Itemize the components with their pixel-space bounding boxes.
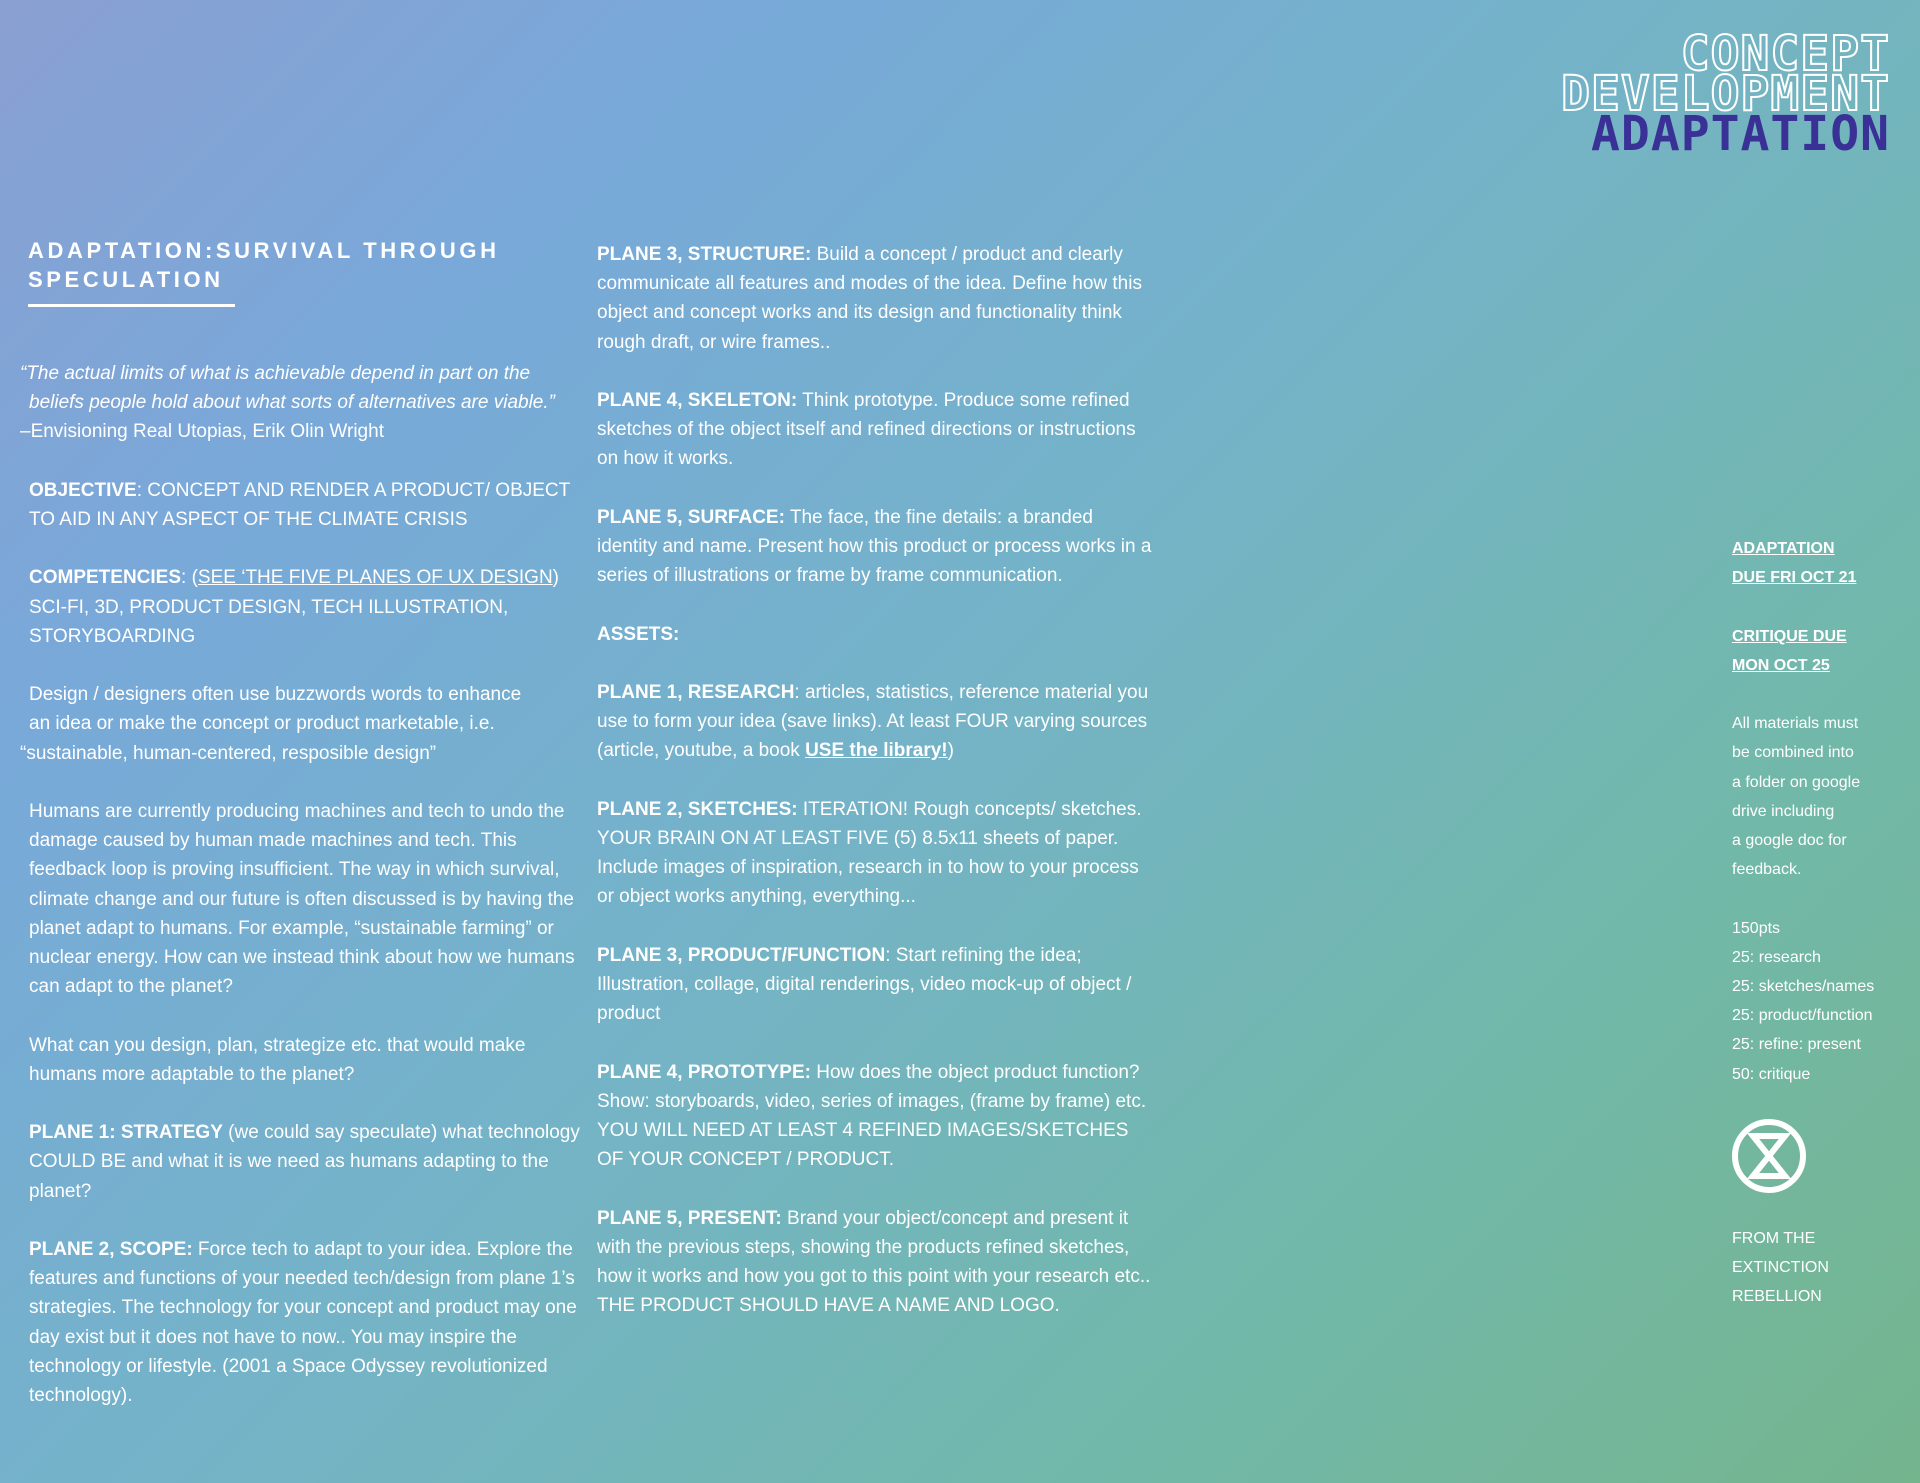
left-column: [20, 236, 580, 1439]
present-paragraph: [597, 1204, 1157, 1321]
prototype-label: PLANE 4, PROTOTYPE:: [597, 1061, 811, 1083]
objective-paragraph: [20, 476, 580, 534]
surface-label: PLANE 5, SURFACE:: [597, 506, 785, 528]
sketches-label: PLANE 2, SKETCHES:: [597, 798, 798, 820]
sketches-paragraph: [597, 795, 1157, 912]
materials-line: feedback.: [1732, 861, 1802, 879]
present-text: Brand your object/concept and present it with the previous steps, showing the products refined sketches, how it works and how you got to this point with your research etc.. THE PRODUCT SHOULD HAVE A NAME AND LOGO.: [597, 1207, 1151, 1317]
quote-line-1: “The actual limits of what is achievable depend in part on the: [20, 363, 531, 384]
research-paragraph: [597, 678, 1157, 766]
buzzwords-line-1: Design / designers often use buzzwords words to enhance: [29, 684, 522, 706]
plane2-label: PLANE 2, SCOPE:: [29, 1238, 193, 1260]
skeleton-text: Think prototype. Produce some refined sketches of the object itself and refined directions or instructions on how it works.: [597, 390, 1136, 470]
credit-line: REBELLION: [1732, 1288, 1822, 1306]
quote-block: [20, 359, 580, 447]
points-breakdown: [1732, 914, 1912, 1089]
materials-line: drive including: [1732, 802, 1835, 820]
title-concept: CONCEPT: [1680, 26, 1890, 82]
library-link[interactable]: USE the library!: [805, 740, 948, 762]
critique-due-line-2[interactable]: MON OCT 25: [1732, 656, 1830, 674]
competencies-label: COMPETENCIES: [29, 567, 182, 589]
title-block: [1430, 26, 1890, 162]
adaptation-due-line-2[interactable]: DUE FRI OCT 21: [1732, 569, 1857, 587]
five-planes-link[interactable]: SEE ‘THE FIVE PLANES OF UX DESIGN: [197, 567, 553, 589]
points-line: 25: product/function: [1732, 1007, 1873, 1025]
plane1-paragraph: [20, 1118, 580, 1206]
structure-label: PLANE 3, STRUCTURE:: [597, 244, 812, 265]
credit-line: EXTINCTION: [1732, 1259, 1829, 1277]
points-line: 25: research: [1732, 948, 1821, 966]
plane1-text: (we could say speculate) what technology COULD BE and what it is we need as humans adapting to the planet?: [29, 1122, 580, 1202]
prototype-text: How does the object product function? Show: storyboards, video, series of images, (frame by frame) etc. YOU WILL NEED AT LEAST 4 REFINED IMAGES/SKETCHES OF YOUR CONCEPT / PRODUCT.: [597, 1061, 1147, 1171]
buzzwords-paragraph: [20, 680, 580, 768]
research-text: : articles, statistics, reference material you use to form your idea (save links). At least FOUR varying sources (article, youtube, a book: [597, 681, 1149, 762]
right-column: [1732, 534, 1912, 1312]
plane2-text: Force tech to adapt to your idea. Explore the features and functions of your needed tech/design from plane 1’s strategies. The technology for your concept and product may one day exist but it does not have to now.. You may inspire the technology or lifestyle. (2001 a Space Odyssey revolutionized technology).: [29, 1238, 577, 1406]
quote-attribution: –Envisioning Real Utopias, Erik Olin Wright: [20, 421, 384, 443]
objective-text: : CONCEPT AND RENDER A PRODUCT/ OBJECT TO AID IN ANY ASPECT OF THE CLIMATE CRISIS: [29, 479, 570, 530]
heading-underline: [28, 304, 235, 307]
plane2-paragraph: [20, 1235, 580, 1410]
product-function-label: PLANE 3, PRODUCT/FUNCTION: [597, 944, 886, 966]
product-function-text: : Start refining the idea; Illustration, collage, digital renderings, video mock-up of object / product: [597, 944, 1132, 1025]
research-end: ): [947, 740, 954, 762]
present-label: PLANE 5, PRESENT:: [597, 1207, 782, 1229]
product-function-paragraph: [597, 941, 1157, 1029]
extinction-rebellion-icon: [1731, 1118, 1807, 1194]
structure-text: Build a concept / product and clearly communicate all features and modes of the idea. Define how this object and concept works and its design and functionality think rough draft, or wire frames..: [597, 244, 1142, 353]
quote-line-2: beliefs people hold about what sorts of alternatives are viable.”: [29, 392, 555, 414]
xr-credit: [1732, 1224, 1912, 1312]
surface-paragraph: [597, 503, 1157, 591]
skeleton-label: PLANE 4, SKELETON:: [597, 390, 798, 411]
structure-paragraph: [597, 240, 1157, 357]
buzzwords-line-3: “sustainable, human-centered, resposible design”: [20, 742, 437, 764]
materials-note: [1732, 709, 1912, 884]
materials-line: a folder on google: [1732, 773, 1861, 791]
sketches-text: ITERATION! Rough concepts/ sketches. YOUR BRAIN ON AT LEAST FIVE (5) 8.5x11 sheets of paper. Include images of inspiration, research in to how to your process or object works anything, everything...: [597, 798, 1142, 908]
prototype-paragraph: [597, 1058, 1157, 1175]
research-label: PLANE 1, RESEARCH: [597, 681, 795, 703]
competencies-sep: : (: [181, 567, 198, 589]
materials-line: All materials must: [1732, 715, 1859, 733]
adaptation-due-line-1[interactable]: ADAPTATION: [1732, 540, 1835, 557]
skeleton-paragraph: [597, 386, 1157, 474]
surface-text: The face, the fine details: a branded identity and name. Present how this product or process works in a series of illustrations or frame by frame communication.: [597, 506, 1152, 587]
question-paragraph: What can you design, plan, strategize etc. that would make humans more adaptable to the planet?: [29, 1034, 526, 1085]
points-line: 50: critique: [1732, 1065, 1811, 1083]
critique-due: [1732, 622, 1912, 680]
competencies-text: ) SCI-FI, 3D, PRODUCT DESIGN, TECH ILLUSTRATION, STORYBOARDING: [29, 567, 559, 647]
plane1-label: PLANE 1: STRATEGY: [29, 1122, 223, 1144]
assets-heading: [597, 620, 1157, 649]
page-heading: ADAPTATION:SURVIVAL THROUGH SPECULATION: [28, 238, 500, 292]
objective-label: OBJECTIVE: [29, 479, 137, 501]
critique-due-line-1[interactable]: CRITIQUE DUE: [1732, 627, 1847, 645]
credit-line: FROM THE: [1732, 1230, 1816, 1247]
buzzwords-line-2: an idea or make the concept or product marketable, i.e.: [29, 713, 495, 735]
middle-column: [597, 240, 1157, 1350]
materials-line: be combined into: [1732, 744, 1854, 762]
assets-label: ASSETS:: [597, 623, 680, 645]
title-development: DEVELOPMENT: [1561, 66, 1890, 122]
points-line: 25: refine: present: [1732, 1036, 1861, 1054]
points-line: 25: sketches/names: [1732, 978, 1875, 995]
humans-paragraph: Humans are currently producing machines and tech to undo the damage caused by human made machines and tech. This feedback loop is proving insufficient. The way in which survival, climate change and our future is often discussed is by having the planet adapt to humans. For example, “sustainable farming” or nuclear energy. How can we instead think about how we humans can adapt to the planet?: [29, 800, 575, 998]
competencies-paragraph: [20, 563, 580, 651]
points-line: 150pts: [1732, 919, 1781, 937]
adaptation-due: [1732, 534, 1912, 592]
title-adaptation: ADAPTATION: [1591, 106, 1890, 162]
materials-line: a google doc for: [1732, 832, 1847, 849]
